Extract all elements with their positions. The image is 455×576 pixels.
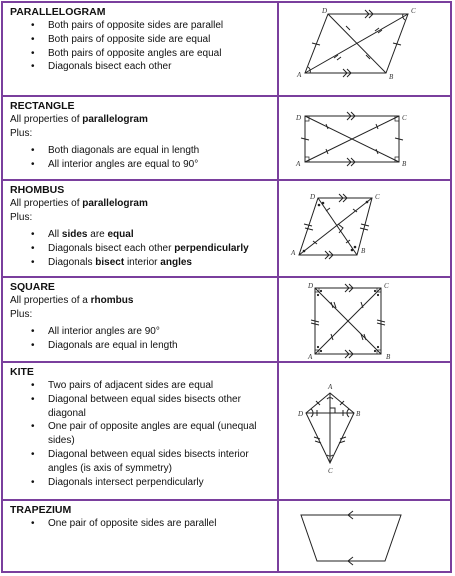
item-text: All bbox=[48, 229, 62, 240]
vertex-label: A bbox=[291, 249, 296, 257]
parallelogram-figure-cell bbox=[279, 3, 450, 95]
rectangle-properties bbox=[10, 144, 277, 172]
list-item: • One pair of opposite sides are parallel bbox=[10, 517, 277, 531]
list-item: • All interior angles are 90° bbox=[10, 325, 277, 339]
row-rhombus bbox=[1, 179, 452, 276]
intro-emphasis: rhombus bbox=[90, 295, 134, 306]
list-item: • Diagonals bisect each other bbox=[10, 60, 277, 74]
item-emphasis: sides bbox=[61, 229, 88, 240]
trapezium-figure-cell bbox=[279, 501, 450, 571]
trapezium-title: TRAPEZIUM bbox=[10, 504, 72, 516]
kite-figure-cell bbox=[279, 363, 450, 499]
intro-text: All properties of bbox=[10, 114, 83, 125]
vertex-label: D bbox=[322, 7, 328, 15]
intro-emphasis: parallelogram bbox=[82, 198, 148, 209]
row-trapezium bbox=[1, 499, 452, 573]
kite-diagram bbox=[279, 363, 451, 499]
vertex-label: C bbox=[411, 7, 416, 15]
vertex-label: A bbox=[296, 160, 301, 168]
rhombus-title: RHOMBUS bbox=[10, 184, 65, 196]
vertex-label: C bbox=[375, 193, 380, 201]
list-item: • Two pairs of adjacent sides are equal bbox=[10, 379, 277, 393]
rhombus-intro bbox=[10, 197, 277, 211]
list-item: • Diagonal between equal sides bisects other diagonal bbox=[10, 393, 277, 421]
vertex-label: D bbox=[296, 114, 302, 122]
list-item: • Both pairs of opposite sides are parallel bbox=[10, 19, 277, 33]
square-title: SQUARE bbox=[10, 281, 55, 293]
list-item: • Diagonal between equal sides bisects interior angles (is axis of symmetry) bbox=[10, 448, 277, 476]
parallelogram-text-cell bbox=[3, 3, 279, 95]
rhombus-diagram bbox=[279, 181, 451, 276]
row-rectangle bbox=[1, 95, 452, 179]
vertex-label: A bbox=[297, 71, 302, 79]
item-text: are bbox=[87, 229, 108, 240]
trapezium-text-cell bbox=[3, 501, 279, 571]
list-item: • All interior angles are equal to 90° bbox=[10, 158, 277, 172]
vertex-label: C bbox=[328, 467, 333, 475]
rectangle-title: RECTANGLE bbox=[10, 100, 75, 112]
list-item: • Both pairs of opposite side are equal bbox=[10, 33, 277, 47]
row-kite bbox=[1, 361, 452, 499]
item-emphasis: bisect bbox=[95, 256, 125, 268]
item-text: Diagonals bisect each other bbox=[48, 242, 175, 254]
square-intro bbox=[10, 294, 277, 308]
trapezium-diagram bbox=[279, 501, 451, 571]
list-item bbox=[10, 228, 277, 242]
item-text: interior bbox=[124, 256, 161, 268]
list-item: • Diagonals intersect perpendicularly bbox=[10, 476, 277, 490]
vertex-label: D bbox=[298, 410, 304, 418]
list-item: • One pair of opposite angles are equal (unequal sides) bbox=[10, 420, 277, 448]
list-item bbox=[10, 256, 277, 270]
parallelogram-properties bbox=[10, 19, 277, 74]
list-item: • Both pairs of opposite angles are equal bbox=[10, 47, 277, 61]
rectangle-plus: Plus: bbox=[10, 127, 33, 139]
item-emphasis: angles bbox=[160, 256, 192, 268]
parallelogram-diagram bbox=[279, 3, 451, 95]
intro-emphasis: parallelogram bbox=[82, 114, 148, 125]
vertex-label: A bbox=[308, 353, 313, 361]
rhombus-figure-cell bbox=[279, 181, 450, 276]
kite-text-cell bbox=[3, 363, 279, 499]
vertex-label: B bbox=[386, 353, 391, 361]
kite-properties bbox=[10, 379, 277, 489]
rhombus-text-cell bbox=[3, 181, 279, 276]
vertex-label: B bbox=[402, 160, 407, 168]
intro-text: All properties of a bbox=[10, 295, 91, 306]
vertex-label: D bbox=[308, 282, 314, 290]
intro-text: All properties of bbox=[10, 198, 83, 209]
list-item bbox=[10, 242, 277, 256]
square-diagram bbox=[279, 278, 451, 361]
item-text: Diagonals bbox=[48, 256, 96, 268]
item-emphasis: equal bbox=[107, 229, 134, 240]
rectangle-diagram bbox=[279, 97, 451, 179]
square-properties bbox=[10, 325, 277, 353]
rhombus-properties bbox=[10, 228, 277, 269]
item-emphasis: perpendicularly bbox=[174, 242, 249, 254]
rhombus-plus: Plus: bbox=[10, 211, 33, 223]
kite-title: KITE bbox=[10, 366, 34, 378]
vertex-label: B bbox=[361, 247, 366, 255]
vertex-label: D bbox=[310, 193, 316, 201]
square-text-cell bbox=[3, 278, 279, 361]
vertex-label: B bbox=[356, 410, 361, 418]
square-figure-cell bbox=[279, 278, 450, 361]
trapezium-properties bbox=[10, 517, 277, 531]
row-parallelogram bbox=[1, 1, 452, 95]
vertex-label: B bbox=[389, 73, 394, 81]
rectangle-intro bbox=[10, 113, 277, 127]
vertex-label: C bbox=[402, 114, 407, 122]
square-plus: Plus: bbox=[10, 308, 33, 320]
vertex-label: A bbox=[328, 383, 333, 391]
rectangle-figure-cell bbox=[279, 97, 450, 179]
row-square bbox=[1, 276, 452, 361]
list-item: • Diagonals are equal in length bbox=[10, 339, 277, 353]
list-item: • Both diagonals are equal in length bbox=[10, 144, 277, 158]
vertex-label: C bbox=[384, 282, 389, 290]
rectangle-text-cell bbox=[3, 97, 279, 179]
parallelogram-title: PARALLELOGRAM bbox=[10, 6, 106, 18]
